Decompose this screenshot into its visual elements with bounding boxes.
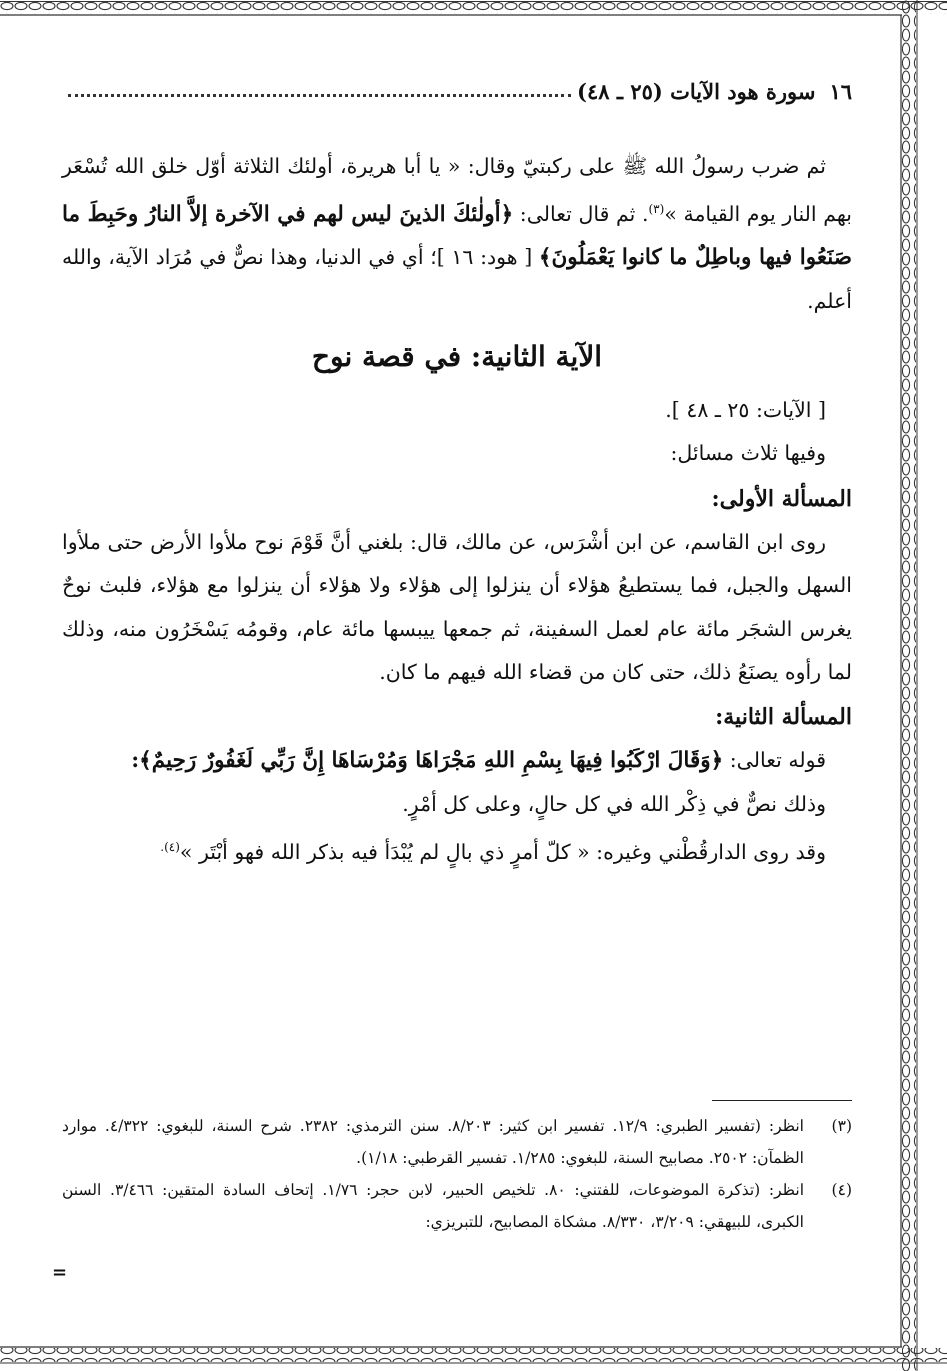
footnote-number: (٤) xyxy=(831,1181,852,1199)
verses-range: [ الآيات: ٢٥ ـ ٤٨ ]. xyxy=(665,398,826,423)
footnote-ref-3[interactable]: (٣) xyxy=(648,202,665,217)
para1-end: [ هود: ١٦ ]؛ أي في الدنيا، وهذا نصٌّ في مُرَاد الآية، والله أعلم. xyxy=(62,245,852,313)
page-number: ١٦ xyxy=(829,78,852,104)
header-leader-dots xyxy=(68,94,571,97)
footnote-ref-4[interactable]: (٤). xyxy=(160,839,180,854)
issue-2-verse xyxy=(62,739,852,782)
footnote-text: انظر: (تفسير الطبري: ١٢/٩. تفسير ابن كثير: ٨/٢٠٣. سنن الترمذي: ٢٣٨٢. شرح السنة، للبغوي: ٤/٣٢٢. موارد الظمآن: ٢٥٠٢. مصابيح السنة، للبغوي: ١/٢٨٥. تفسير القرطبي: ١/١٨). xyxy=(62,1117,804,1167)
issue2-p2-text: وقد روى الدارقُطْني وغيره: « كلّ أمرٍ ذي بالٍ لم يُبْدَأ فيه بذكر الله فهو أبْتَر » xyxy=(179,839,826,864)
para1-mid: . ثم قال تعالى: xyxy=(513,202,649,227)
issue-1-text: روى ابن القاسم، عن ابن أشْرَس، عن مالك، قال: بلغني أنَّ قَوْمَ نوح ملأوا الأرض حتى ملأوا السهل والجبل، فما يستطيعُ هؤلاء أن ينزلوا إلى هؤلاء ولا هؤلاء أن ينزلوا مع هؤلاء، فلبث نوحٌ يغرس الشجَر مائة عام لعمل السفينة، ثم جمعها ييبسها مائة عام، وقومُه يَسْخَرُون منه، وذلك لما رأوه يصنَعُ ذلك، حتى كان من قضاء الله فيهم ما كان. xyxy=(62,529,852,684)
running-header xyxy=(62,76,852,106)
page-content xyxy=(52,70,853,1305)
para1-text: ثم ضرب رسولُ الله ﷺ على ركبتيّ وقال: « يا أبا هريرة، أولئك الثلاثة أوّل خلق الله تُسْعَر بهم النار يوم القيامة » xyxy=(62,154,853,227)
footnote-number: (٣) xyxy=(831,1117,852,1135)
issue-2-title: المسألة الثانية: xyxy=(715,704,852,731)
header-title: سورة هود الآيات (٢٥ ـ ٤٨) xyxy=(577,78,816,104)
issues-intro: وفيها ثلاث مسائل: xyxy=(670,441,826,466)
quran-quote-2: ﴿وَقَالَ ارْكَبُوا فِيهَا بِسْمِ اللهِ مَجْرَاهَا وَمُرْسَاهَا إِنَّ رَبِّي لَغَفُورٌ رَحِيمٌ﴾: xyxy=(131,748,724,774)
paragraph-1 xyxy=(62,145,852,323)
main-text xyxy=(62,145,852,874)
issue-2-paragraph-2 xyxy=(62,826,852,874)
footnotes xyxy=(62,1110,852,1238)
footnote-text: انظر: (تذكرة الموضوعات، للفتني: ٨٠. تلخيص الحبير، لابن حجر: ١/٧٦. إتحاف السادة المتقين: ٣/٤٦٦. السنن الكبرى، للبيهقي: ٣/٢٠٩، ٨/٣٣٠. مشكاة المصابيح، للتبريزي: xyxy=(62,1181,805,1231)
issue-1-title: المسألة الأولى: xyxy=(711,485,852,512)
footnote-separator xyxy=(712,1100,852,1101)
section-heading: الآية الثانية: في قصة نوح xyxy=(311,340,603,374)
quran-quote-1: ﴿أولٰئكَ الذينَ ليس لهم في الآخرة إلاَّ النارُ وحَبِطَ ما صَنَعُوا فيها وباطِلٌ ما كانوا يَعْمَلُونَ﴾ xyxy=(62,202,852,271)
footnote-3 xyxy=(62,1110,852,1174)
footnote-4 xyxy=(62,1174,852,1238)
continuation-mark: = xyxy=(52,1262,68,1283)
issue-2-paragraph-1: وذلك نصٌّ في ذِكْر الله في كل حالٍ، وعلى كل أمْرٍ. xyxy=(402,791,826,816)
issue2-intro: قوله تعالى: xyxy=(723,748,826,773)
